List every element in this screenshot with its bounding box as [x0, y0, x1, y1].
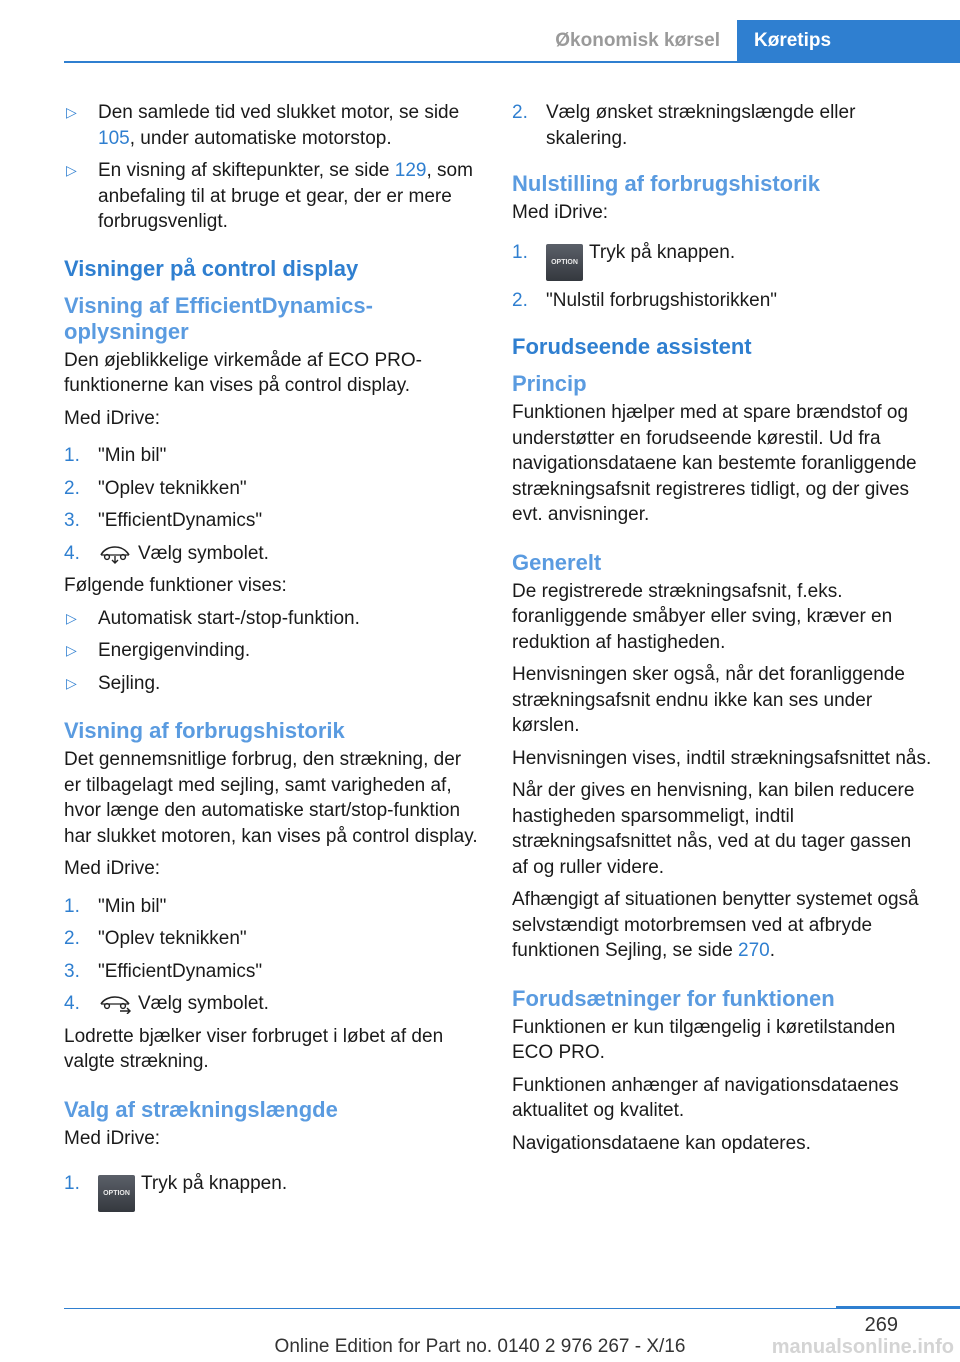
page-header	[0, 0, 960, 62]
list-item: ▷ En visning af skiftepunkter, se side 129, som anbefaling til at bruge et gear, der er mere forbrugsvenligt.	[66, 160, 473, 232]
header-active-tab: Køretips	[737, 20, 960, 61]
triangle-bullet-icon: ▷	[66, 162, 77, 178]
step-item: 4. Vælg symbolet.	[64, 542, 269, 564]
step-item: 1. "Min bil"	[64, 445, 167, 466]
heading-predictive-assistant: Forudseende assistent	[512, 334, 752, 359]
footer-rule	[64, 1308, 896, 1309]
paragraph: De registrerede strækningsafsnit, f.eks. foranliggende småbyer eller sving, kræver en reduktion af hastigheden.	[512, 580, 893, 653]
heading-prerequisites: Forudsætninger for funktionen	[512, 985, 835, 1011]
page-number: 269	[864, 1314, 898, 1336]
list-item: ▷ Automatisk start-/stop-funktion.	[64, 606, 480, 632]
page-link[interactable]: 270	[738, 940, 770, 961]
heading-general: Generelt	[512, 549, 602, 575]
left-column	[64, 100, 480, 1219]
step-item: 1. "Min bil"	[64, 895, 167, 917]
triangle-bullet-icon: ▷	[66, 674, 77, 691]
heading-reset-history: Nulstilling af forbrugshistorik	[512, 171, 821, 196]
triangle-bullet-icon: ▷	[66, 609, 77, 626]
step-item: 1. OPTION Tryk på knappen.	[64, 1171, 480, 1212]
step-item: 3. "EfficientDynamics"	[64, 510, 263, 531]
page-link[interactable]: 129	[394, 160, 427, 181]
step-item: 2. Vælg ønsket strækningslængde eller skalering.	[512, 102, 856, 149]
watermark: manualsonline.info	[771, 1336, 954, 1358]
option-button-icon: OPTION	[546, 244, 583, 281]
triangle-bullet-icon: ▷	[66, 642, 77, 658]
paragraph: Med iDrive:	[64, 1127, 161, 1149]
paragraph: Følgende funktioner vises:	[64, 575, 287, 596]
step-item: 4. Vælg symbolet.	[64, 993, 269, 1014]
option-button-icon: OPTION	[98, 1175, 135, 1212]
paragraph: Henvisningen vises, indtil strækningsafsnittet nås.	[512, 747, 932, 769]
triangle-bullet-icon: ▷	[66, 104, 77, 120]
car-efficiency-icon	[98, 542, 132, 564]
step-item: 3. "EfficientDynamics"	[64, 960, 263, 982]
step-item: 2. "Oplev teknikken"	[64, 477, 247, 499]
footer-edition: Online Edition for Part no. 0140 2 976 267 - X/16	[274, 1336, 686, 1357]
right-column	[512, 100, 932, 1163]
list-item: ▷ Sejling.	[64, 671, 480, 697]
paragraph: Funktionen anhænger af navigationsdataenes aktualitet og kvalitet.	[512, 1074, 899, 1121]
paragraph: Med iDrive:	[512, 202, 609, 223]
heading-principle: Princip	[512, 371, 587, 396]
paragraph: Lodrette bjælker viser forbruget i løbet af den valgte strækning.	[64, 1025, 444, 1072]
heading-efficientdynamics: Visning af EfficientDynamics-oplysninger	[64, 292, 373, 344]
paragraph: Funktionen hjælper med at spare brændstof og understøtter en forudseende kørestil. Ud fra navigationsdataene kan bestemte foranliggende strækningsafsnit registreres tidligt, og der gives evt. anvisninger.	[512, 402, 917, 525]
heading-control-display: Visninger på control display	[64, 255, 359, 281]
car-history-icon	[98, 992, 132, 1014]
step-item: 2. "Nulstil forbrugshistorikken"	[512, 289, 778, 311]
paragraph: Den øjeblikkelige virkemåde af ECO PRO-funktionerne kan vises på control display.	[64, 349, 422, 396]
step-item: 1. OPTION Tryk på knappen.	[512, 240, 932, 281]
paragraph: Når der gives en henvisning, kan bilen reducere hastigheden sparsommeligt, indtil strækningsafsnittet nås, ved at du tager gassen af og ruller videre.	[512, 780, 915, 878]
paragraph: Navigationsdataene kan opdateres.	[512, 1132, 811, 1154]
step-item: 2. "Oplev teknikken"	[64, 928, 247, 949]
heading-distance-selection: Valg af strækningslængde	[64, 1096, 338, 1122]
paragraph: Funktionen er kun tilgængelig i køretilstanden ECO PRO.	[512, 1016, 896, 1063]
header-section-title: Økonomisk kørsel	[555, 30, 720, 51]
paragraph: Henvisningen sker også, når det foranliggende strækningsafsnit endnu ikke kan ses under kørslen.	[512, 664, 905, 736]
paragraph: Afhængigt af situationen benytter systemet også selvstændigt motorbremsen ved at afbryde funktionen Sejling, se side 270.	[512, 889, 919, 961]
list-item: ▷ Den samlede tid ved slukket motor, se side 105, under automatiske motorstop.	[66, 102, 460, 149]
list-item: ▷ Energigenvinding.	[64, 638, 480, 664]
heading-consumption-history: Visning af forbrugshistorik	[64, 718, 345, 743]
paragraph: Med iDrive:	[64, 858, 161, 879]
paragraph: Det gennemsnitlige forbrug, den strækning, der er tilbagelagt med sejling, samt varigheden af, hvor længe den automatiske start/stop-funktion har slukket motoren, kan vises på control display.	[64, 749, 478, 847]
page-link[interactable]: 105	[98, 127, 130, 149]
paragraph: Med iDrive:	[64, 407, 161, 429]
header-rule	[64, 61, 960, 63]
footer-accent-bar	[836, 1306, 960, 1309]
